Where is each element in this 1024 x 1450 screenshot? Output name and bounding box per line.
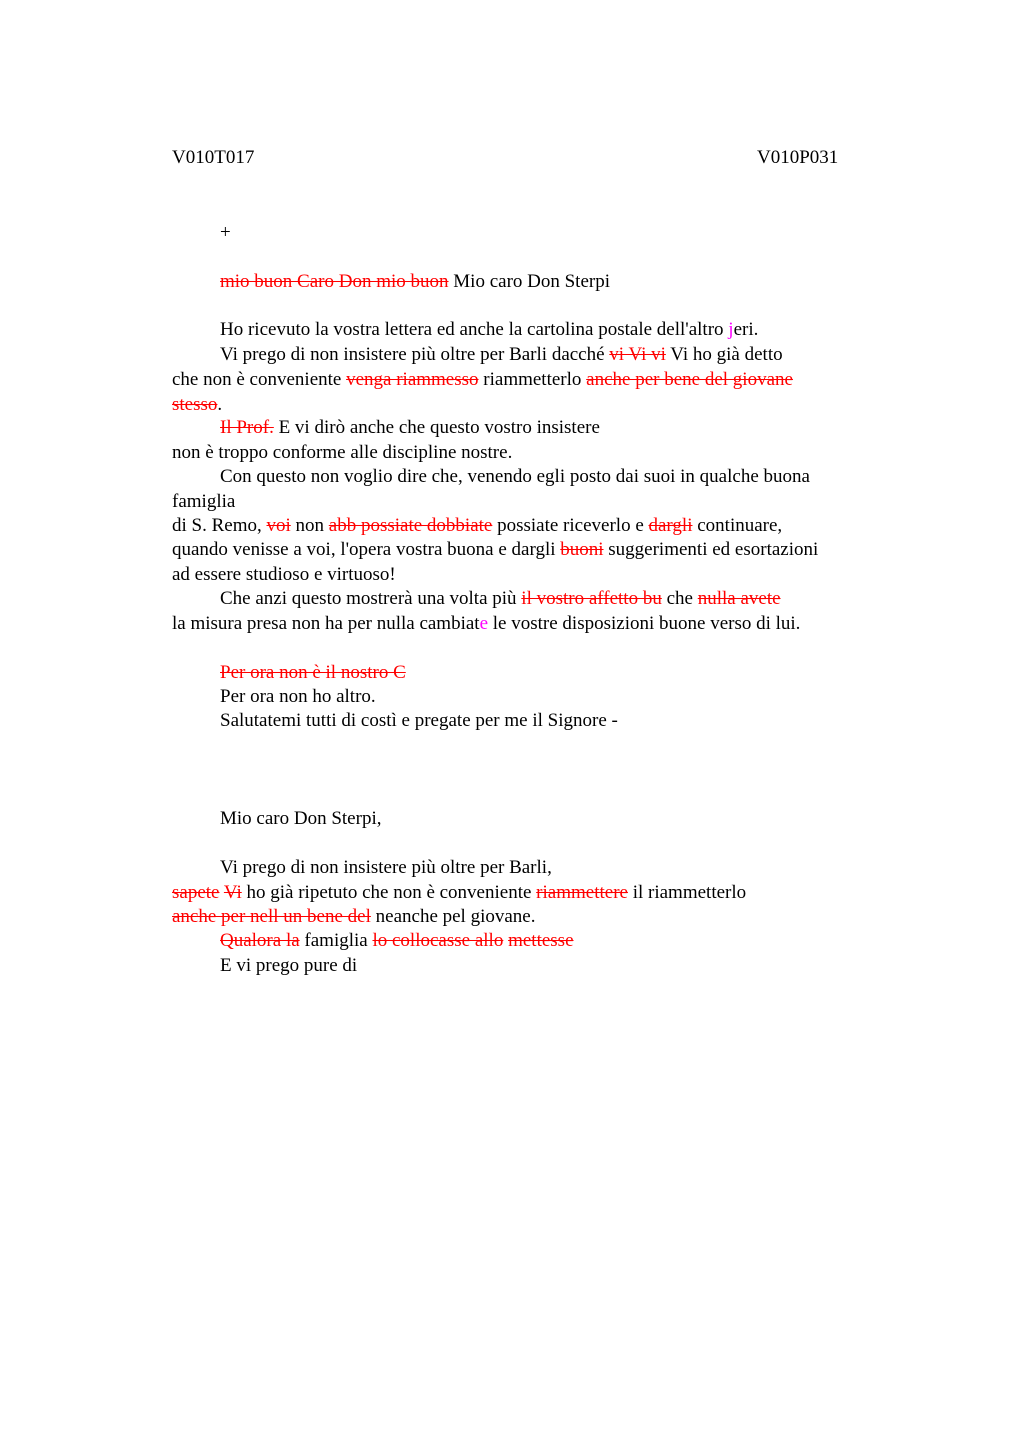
deleted-text: Il Prof. [220,417,274,438]
text-line [172,490,892,514]
text-line [172,905,892,929]
cross-mark [220,221,940,245]
text-segment: Per ora non ho altro. [220,686,376,707]
deleted-text: buoni [560,539,604,560]
text-line [220,685,940,709]
text-segment: Mio caro Don Sterpi, [220,808,382,829]
deleted-text: lo collocasse allo [372,930,504,951]
text-segment: Ho ricevuto la vostra lettera ed anche la cartolina postale dell'altro [220,319,729,340]
text-line [172,612,892,636]
text-line [220,416,940,440]
text-segment: famiglia [172,491,236,512]
text-segment: Con questo non voglio dire che, venendo egli posto dai suoi in qualche buona [220,466,810,487]
text-segment: la misura presa non ha per nulla cambiat [172,613,480,634]
text-line [220,856,940,880]
deleted-text: il vostro affetto bu [521,588,662,609]
deleted-text: mettesse [508,930,574,951]
text-line [172,538,892,562]
text-segment: suggerimenti ed esortazioni [603,539,819,560]
text-line [220,709,940,733]
text-line [220,318,940,342]
text-line [172,514,892,538]
text-line [172,881,892,905]
text-segment: Vi prego di non insistere più oltre per Barli, [220,857,552,878]
deleted-text: Per ora non è il nostro C [220,662,406,683]
deleted-text: dargli [648,515,693,536]
salutation-line [220,807,940,831]
text-segment: neanche pel giovane. [370,906,536,927]
document-code-right: V010P031 [757,147,839,168]
text-segment: di S. Remo, [172,515,267,536]
text-line [220,343,940,367]
deleted-text: abb possiate dobbiate [328,515,493,536]
text-segment: non [290,515,329,536]
text-segment: quando venisse a voi, l'opera vostra buona e dargli [172,539,561,560]
document-code-left: V010T017 [172,147,255,168]
text-line [220,954,940,978]
text-line [172,393,892,417]
text-segment: continuare, [692,515,783,536]
deleted-text: venga riammesso [346,369,479,390]
text-segment: le vostre disposizioni buone verso di lui. [488,613,801,634]
deleted-text: riammettere [536,882,628,903]
text-line [220,661,940,685]
text-line [220,465,940,489]
text-segment: eri. [733,319,759,340]
text-line [220,587,940,611]
text-segment: Vi prego di non insistere più oltre per Barli dacché [220,344,610,365]
text-segment: E vi prego pure di [220,955,358,976]
text-segment: famiglia [299,930,373,951]
deleted-text: Vi [223,882,242,903]
text-segment: Salutatemi tutti di costì e pregate per me il Signore - [220,710,618,731]
text-segment: che non è conveniente [172,369,347,390]
deleted-text: nulla avete [697,588,781,609]
text-line [172,368,892,392]
text-segment: riammetterlo [478,369,587,390]
deleted-text: sapete [172,882,220,903]
text-line [220,929,940,953]
text-line [172,441,892,465]
text-segment: Vi ho già detto [665,344,783,365]
text-segment: che [661,588,698,609]
inserted-letter: j [728,319,734,340]
deleted-text: anche per nell un bene del [172,906,371,927]
text-segment: . [217,394,223,415]
text-line [172,563,892,587]
deleted-text: voi [266,515,291,536]
deleted-text: mio buon Caro Don mio buon [220,271,449,292]
text-segment: + [220,222,231,243]
deleted-text: stesso [172,394,218,415]
text-segment: ho già ripetuto che non è conveniente [241,882,537,903]
text-segment: ad essere studioso e virtuoso! [172,564,396,585]
salutation-line [220,270,940,294]
deleted-text: Qualora la [220,930,300,951]
text-segment: E vi dirò anche che questo vostro insistere [273,417,600,438]
deleted-text: vi Vi vi [609,344,666,365]
deleted-text: anche per bene del giovane [586,369,793,390]
text-segment: possiate riceverlo e [492,515,649,536]
text-segment: Mio caro Don Sterpi [448,271,611,292]
text-segment: Che anzi questo mostrerà una volta più [220,588,522,609]
text-segment: non è troppo conforme alle discipline nostre. [172,442,513,463]
text-segment: il riammetterlo [627,882,747,903]
inserted-letter: e [479,613,489,634]
